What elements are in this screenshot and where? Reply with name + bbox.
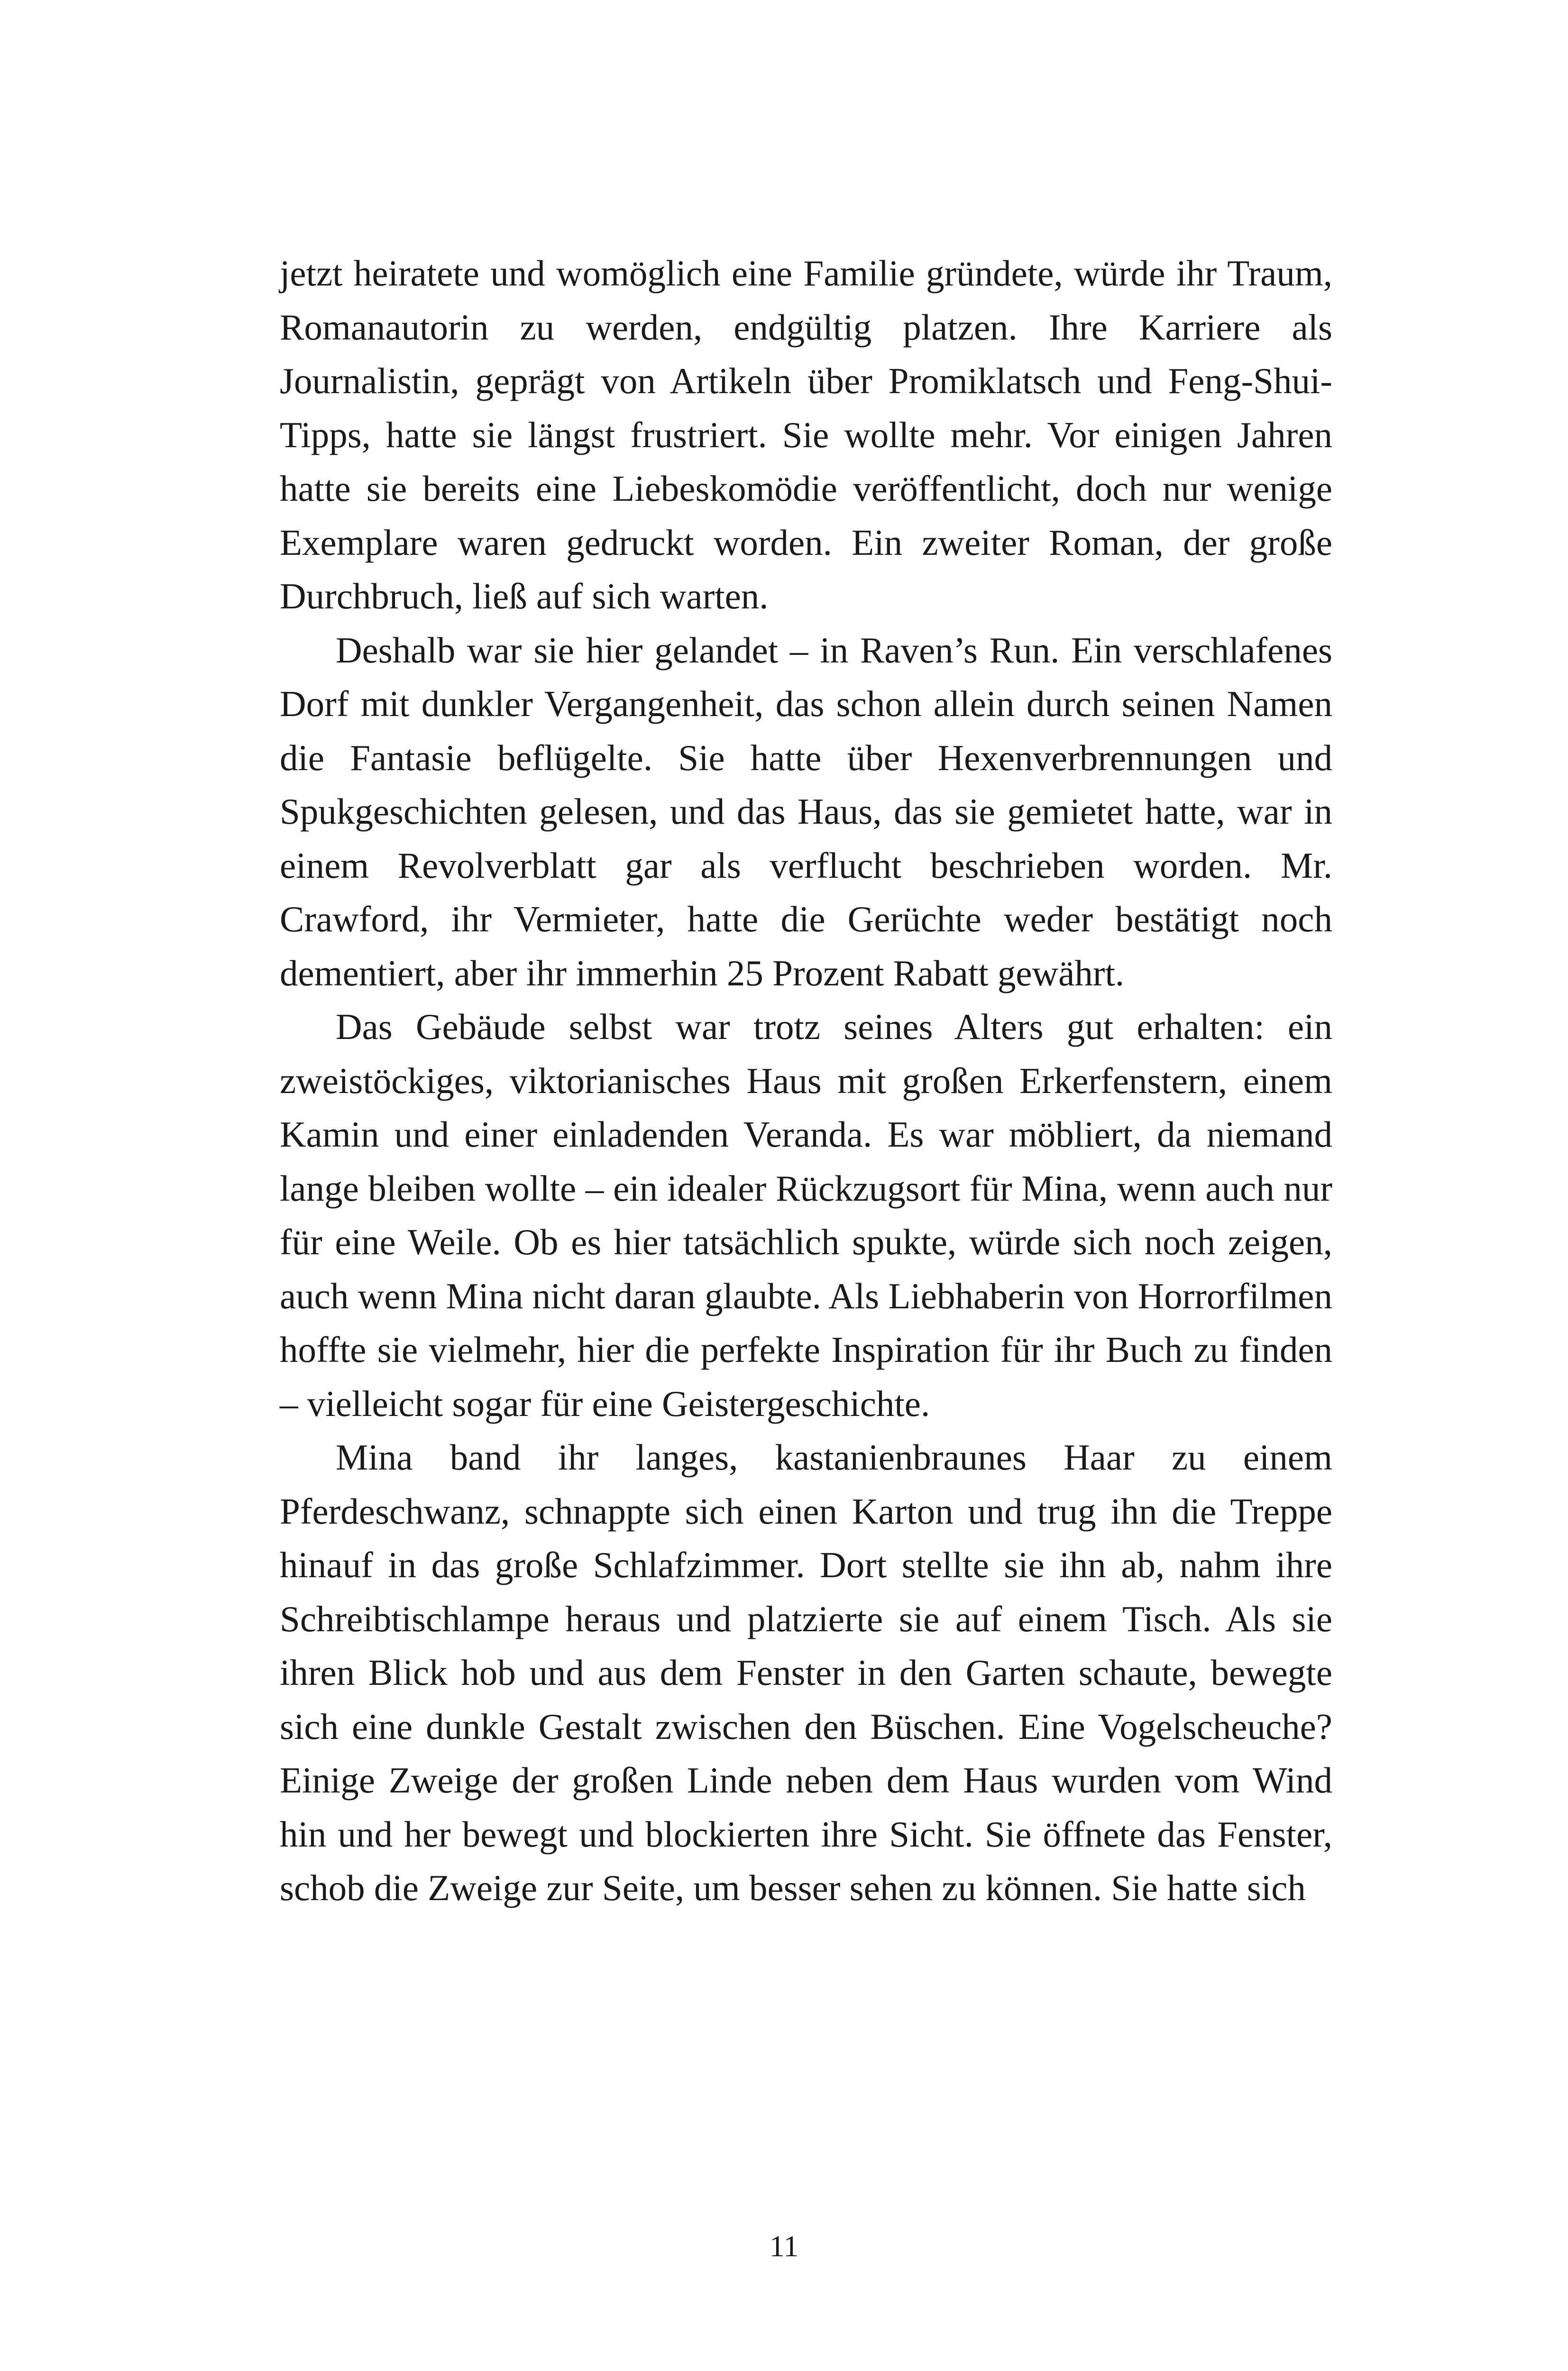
paragraph-2: Deshalb war sie hier gelandet – in Raven’s Run. Ein verschlafenes Dorf mit dunkler Vergangenheit, das schon allein durch seinen Namen die Fantasie beflügelte. Sie hatte über Hexenverbrennungen und Spukgeschichten gelesen, und das Haus, das sie gemietet hatte, war in einem Revolverblatt gar als verflucht beschrieben worden. Mr. Crawford, ihr Vermieter, hatte die Gerüchte weder bestätigt noch dementiert, aber ihr immerhin 25 Prozent Rabatt gewährt. <box>280 629 1332 993</box>
paragraph-1: jetzt heiratete und womöglich eine Familie gründete, würde ihr Traum, Romanautorin zu werden, endgültig platzen. Ihre Karriere als Journalistin, geprägt von Artikeln über Promiklatsch und Feng-Shui-Tipps, hatte sie längst frustriert. Sie wollte mehr. Vor einigen Jahren hatte sie bereits eine Liebeskomödie veröffentlicht, doch nur wenige Exemplare waren gedruckt worden. Ein zweiter Roman, der große Durchbruch, ließ auf sich warten. <box>280 253 1332 616</box>
paragraph-3: Das Gebäude selbst war trotz seines Alters gut erhalten: ein zweistöckiges, viktorianisches Haus mit großen Erkerfenstern, einem Kamin und einer einladenden Veranda. Es war möbliert, da niemand lange bleiben wollte – ein idealer Rückzugsort für Mina, wenn auch nur für eine Weile. Ob es hier tatsächlich spukte, würde sich noch zeigen, auch wenn Mina nicht daran glaubte. Als Liebhaberin von Horrorfilmen hoffte sie vielmehr, hier die perfekte Inspiration für ihr Buch zu finden – vielleicht sogar für eine Geistergeschichte. <box>280 1006 1332 1424</box>
body-text <box>280 247 1332 1915</box>
paragraph-4: Mina band ihr langes, kastanienbraunes Haar zu einem Pferdeschwanz, schnappte sich einen Karton und trug ihn die Treppe hinauf in das große Schlafzimmer. Dort stellte sie ihn ab, nahm ihre Schreibtischlampe heraus und platzierte sie auf einem Tisch. Als sie ihren Blick hob und aus dem Fenster in den Garten schaute, bewegte sich eine dunkle Gestalt zwischen den Büschen. Eine Vogelscheuche? Einige Zweige der großen Linde neben dem Haus wurden vom Wind hin und her bewegt und blockierten ihre Sicht. Sie öffnete das Fenster, schob die Zweige zur Seite, um besser sehen zu können. Sie hatte sich <box>280 1437 1332 1908</box>
page-number: 11 <box>769 2229 799 2263</box>
